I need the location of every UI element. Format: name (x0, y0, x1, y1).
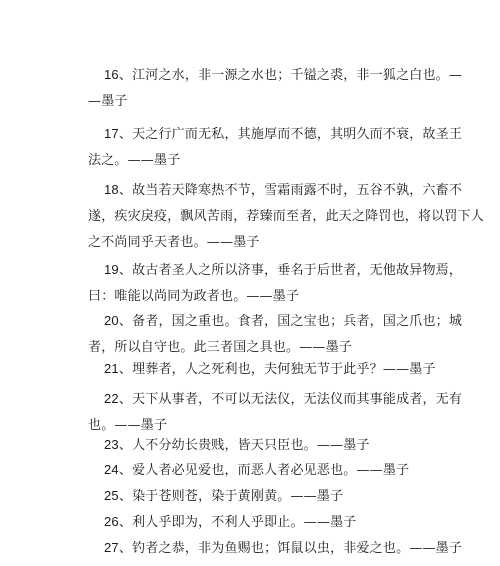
quote-number: 22 (104, 391, 119, 406)
quote-number: 27 (104, 540, 119, 555)
quote-number: 18 (104, 182, 119, 197)
quote-text: 曰：唯能以尚同为政者也。——墨子 (88, 289, 300, 304)
quote-text: 、埋葬者，人之死利也，夫何独无节于此乎？——墨子 (118, 362, 436, 377)
quote-text: 、染于苍则苍，染于黄刚黄。——墨子 (118, 489, 344, 504)
quote-number: 17 (104, 126, 119, 141)
quote-19 (0, 257, 500, 310)
quote-text: 、江河之水，非一源之水也；千镒之裘，非一狐之白也。— (118, 68, 463, 83)
quote-text: 者，所以自守也。此三者国之具也。——墨子 (88, 340, 353, 355)
quote-26 (0, 509, 500, 536)
quote-text: 、故古者圣人之所以济事，垂名于后世者，无他故异物焉， (118, 263, 463, 278)
quote-text: 、钓者之恭，非为鱼赐也；饵鼠以虫，非爱之也。——墨子 (118, 541, 463, 556)
quote-text: 也。——墨子 (88, 418, 168, 433)
quote-number: 20 (104, 313, 119, 328)
quote-text: 、利人乎即为，不利人乎即止。——墨子 (118, 515, 357, 530)
quote-text: 、故当若天降寒热不节，雪霜雨露不时，五谷不孰，六畜不 (118, 183, 463, 198)
quote-text: 遂，疾灾戾疫，飘风苦雨，荐臻而至者，此天之降罚也，将以罚下人 (88, 209, 485, 224)
quote-text: 、天之行广而无私，其施厚而不德，其明久而不衰，故圣王 (118, 127, 463, 142)
quote-20 (0, 308, 500, 361)
quote-25 (0, 483, 500, 510)
quote-text: 、天下从事者，不可以无法仪，无法仪而其事能成者，无有 (118, 392, 463, 407)
quote-text: 之不尚同乎天者也。——墨子 (88, 235, 260, 250)
quote-27 (0, 535, 500, 562)
quote-number: 26 (104, 514, 119, 529)
quote-text: 、爱人者必见爱也，而恶人者必见恶也。——墨子 (118, 463, 410, 478)
quote-number: 16 (104, 67, 119, 82)
quote-17 (0, 121, 500, 174)
quote-number: 25 (104, 488, 119, 503)
quote-number: 19 (104, 262, 119, 277)
quote-text: 、人不分幼长贵贱，皆天只臣也。——墨子 (118, 438, 370, 453)
quote-21 (0, 356, 500, 383)
quote-number: 23 (104, 437, 119, 452)
quote-23 (0, 432, 500, 459)
quote-number: 24 (104, 462, 119, 477)
quote-18 (0, 177, 500, 256)
quote-text: 、备者，国之重也。食者，国之宝也；兵者，国之爪也；城 (118, 314, 463, 329)
quote-16 (0, 62, 500, 115)
quote-text: 法之。——墨子 (88, 153, 181, 168)
quote-text: —墨子 (88, 94, 128, 109)
quote-number: 21 (104, 361, 119, 376)
quote-24 (0, 457, 500, 484)
